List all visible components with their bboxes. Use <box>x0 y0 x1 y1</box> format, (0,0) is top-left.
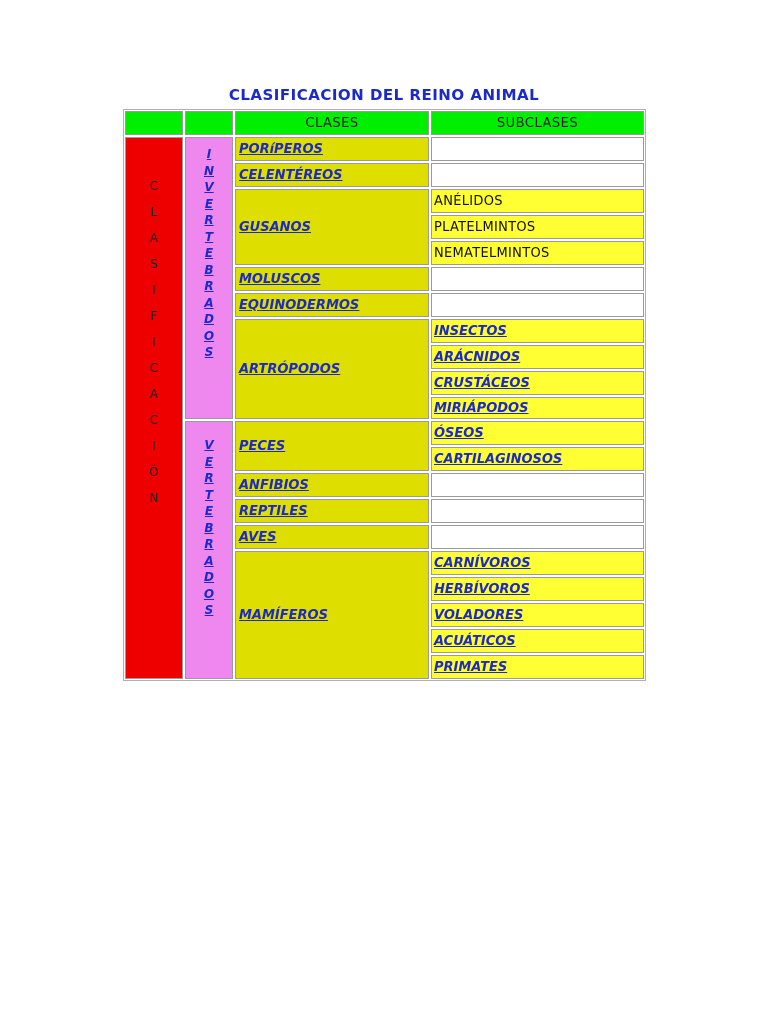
invertebrados-letter[interactable]: R <box>204 279 214 293</box>
clase-peces[interactable]: PECES <box>235 421 429 471</box>
vertebrados-letter[interactable]: E <box>204 454 214 469</box>
invertebrados-letter[interactable]: T <box>204 229 214 244</box>
subclase-herbivoros[interactable]: HERBÍVOROS <box>431 577 644 601</box>
vertebrados-letter[interactable]: A <box>204 553 214 568</box>
invertebrados-letter[interactable]: B <box>204 262 214 277</box>
subclase-empty <box>431 499 644 523</box>
subclase-empty <box>431 473 644 497</box>
subclase-crustaceos[interactable]: CRUSTÁCEOS <box>431 371 644 395</box>
clase-artropodos[interactable]: ARTRÓPODOS <box>235 319 429 419</box>
subclase-aracnidos[interactable]: ARÁCNIDOS <box>431 345 644 369</box>
clase-celentereos[interactable]: CELENTÉREOS <box>235 163 429 187</box>
subclase-nematelmintos: NEMATELMINTOS <box>431 241 644 265</box>
header-clases: CLASES <box>235 111 429 135</box>
clasificacion-letter: S <box>150 257 158 271</box>
clasificacion-letter: C <box>149 179 159 193</box>
vertebrados-label[interactable] <box>185 437 233 619</box>
clasificacion-label <box>125 173 183 511</box>
subclase-miriapodos[interactable]: MIRIÁPODOS <box>431 397 644 419</box>
invertebrados-letter[interactable]: A <box>204 295 214 310</box>
clase-aves[interactable]: AVES <box>235 525 429 549</box>
invertebrados-letter[interactable]: O <box>203 328 215 343</box>
clasificacion-letter: C <box>149 361 159 375</box>
invertebrados-letter[interactable]: I <box>206 147 212 161</box>
clasificacion-letter: C <box>149 413 159 427</box>
clase-equinodermos[interactable]: EQUINODERMOS <box>235 293 429 317</box>
subclase-empty <box>431 293 644 317</box>
subclase-empty <box>431 525 644 549</box>
subclase-carnivoros[interactable]: CARNÍVOROS <box>431 551 644 575</box>
vertebrados-letter[interactable]: T <box>204 487 214 502</box>
clasificacion-letter: A <box>149 231 159 245</box>
clase-moluscos[interactable]: MOLUSCOS <box>235 267 429 291</box>
subclase-anelidos: ANÉLIDOS <box>431 189 644 213</box>
clase-gusanos[interactable]: GUSANOS <box>235 189 429 265</box>
subclase-oseos[interactable]: ÓSEOS <box>431 421 644 445</box>
clasificacion-letter: I <box>152 439 156 453</box>
invertebrados-letter[interactable]: E <box>204 246 214 260</box>
clasificacion-letter: A <box>149 387 159 401</box>
subclase-primates[interactable]: PRIMATES <box>431 655 644 679</box>
vertebrados-letter[interactable]: R <box>204 471 214 485</box>
clase-poriferos[interactable]: PORíPEROS <box>235 137 429 161</box>
header-cell-empty-1 <box>125 111 183 135</box>
clasificacion-letter: N <box>149 491 159 505</box>
clase-anfibios[interactable]: ANFIBIOS <box>235 473 429 497</box>
subclase-cartilaginosos[interactable]: CARTILAGINOSOS <box>431 447 644 471</box>
invertebrados-letter[interactable]: D <box>204 312 214 326</box>
clasificacion-letter: I <box>152 283 156 297</box>
vertebrados-letter[interactable]: D <box>204 570 214 584</box>
subclase-empty <box>431 267 644 291</box>
invertebrados-label[interactable] <box>185 146 233 361</box>
header-subclases: SUBCLASES <box>431 111 644 135</box>
clasificacion-letter: Ó <box>149 465 159 479</box>
subclase-voladores[interactable]: VOLADORES <box>431 603 644 627</box>
vertebrados-letter[interactable]: E <box>204 504 214 518</box>
subclase-platelmintos: PLATELMINTOS <box>431 215 644 239</box>
clase-reptiles[interactable]: REPTILES <box>235 499 429 523</box>
vertebrados-letter[interactable]: V <box>204 438 214 452</box>
invertebrados-letter[interactable]: R <box>204 213 214 227</box>
subclase-empty <box>431 137 644 161</box>
vertebrados-letter[interactable]: S <box>204 603 214 617</box>
invertebrados-letter[interactable]: S <box>204 345 214 359</box>
subclase-acuaticos[interactable]: ACUÁTICOS <box>431 629 644 653</box>
page-title: CLASIFICACION DEL REINO ANIMAL <box>228 86 540 104</box>
vertebrados-letter[interactable]: R <box>204 537 214 551</box>
clasificacion-letter: I <box>152 335 156 349</box>
vertebrados-letter[interactable]: O <box>203 586 215 601</box>
header-cell-empty-2 <box>185 111 233 135</box>
subclase-empty <box>431 163 644 187</box>
vertebrados-letter[interactable]: B <box>204 520 214 535</box>
clasificacion-letter: L <box>150 205 158 219</box>
subclase-insectos[interactable]: INSECTOS <box>431 319 644 343</box>
invertebrados-letter[interactable]: E <box>204 196 214 211</box>
invertebrados-letter[interactable]: V <box>204 180 214 194</box>
clase-mamiferos[interactable]: MAMÍFEROS <box>235 551 429 679</box>
clasificacion-letter: F <box>150 309 158 323</box>
invertebrados-letter[interactable]: N <box>203 163 215 178</box>
